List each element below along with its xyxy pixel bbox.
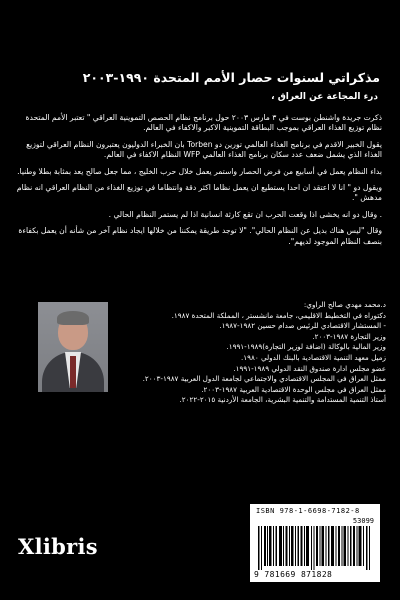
bio-line: أستاذ التنمية المستدامة والتنمية البشرية، الجامعة الأردنية ٢٠١٥-٢٠٢٢.: [179, 395, 386, 405]
isbn-barcode: [250, 504, 380, 582]
barcode-digits: 9 781669 871828: [254, 570, 333, 579]
barcode-addon-number: 53099: [352, 517, 374, 525]
author-name: د.محمد مهدي صالح الراوي:: [303, 300, 386, 309]
author-photo: [38, 302, 108, 392]
blurb-paragraph: . وقال دو انه يخشى اذا وقعت الحرب ان تقع كارثة انسانية اذا لم يستمر النظام الحالي .: [108, 209, 382, 219]
blurb-paragraph: يقول الخبير الاقدم في برنامج الغذاء العالمي تورين دو Torben بان الخبراء الدوليون يعتبرون النظام العراقي لتوزيع الغذاء الذي يشمل ضعف عدد سكان برنامج الغذاء العالمي WFP النظام الاكفاء في العالم.: [26, 139, 382, 160]
book-subtitle: درء المجاعة عن العراق ،: [271, 92, 378, 102]
blurb-paragraph: ويقول دو " انا لا اعتقد ان احدا يستطيع ان يعمل نظاما اكثر دقة وانتظاما في توزيع الغذاء من النظام العراقي انه نظام مدهش ".: [16, 183, 382, 203]
blurb-paragraph: ذكرت جريدة واشنطن بوست في ٣ مارس ٢٠٠٣ حول برنامج نظام الحصص التموينية العراقي " تعتبر الأمم المتحدة نظام توزيع الغذاء العراقي بموجب البطاقة التموينية الاكبر والاكفاء في العالم.: [25, 113, 382, 133]
isbn-label: ISBN 978-1-6698-7182-8: [256, 507, 360, 515]
bio-line: وزير المالية بالوكالة (اضافة لوزير التجارة)١٩٨٩-١٩٩١.: [226, 342, 386, 352]
bio-line: دكتوراه في التخطيط الاقليمي، جامعة مانشستر ، المملكة المتحدة ١٩٨٧.: [171, 310, 386, 320]
bio-line: زميل معهد التنمية الاقتصادية بالبنك الدولي ١٩٨٠.: [240, 352, 386, 362]
author-photo-tie: [70, 356, 76, 388]
publisher-logo: Xlibris: [18, 534, 98, 559]
barcode-bars: [258, 526, 372, 570]
bio-line: - المستشار الاقتصادي للرئيس صدام حسين ١٩٨٢-١٩٨٧.: [219, 321, 386, 331]
blurb-paragraph: وقال "ليس هناك بديل عن النظام الحالي". "لا توجد طريقة يمكننا من خلالها ايجاد نظام آخر من شأنه أن يعمل بكفاءة بنصف النظام الموجود لديهم".: [18, 226, 382, 246]
bio-line: وزير التجارة ١٩٨٧-٢٠٠٣.: [312, 331, 386, 341]
author-photo-hair: [57, 311, 89, 325]
author-bio: [116, 300, 386, 406]
bio-line: ممثل العراق في مجلس الوحدة الاقتصادية العربية ١٩٨٧-٢٠٠٣.: [201, 384, 386, 394]
blurb-paragraph: بداء النظام يعمل في أسابيع من فرض الحصار واستمر يعمل خلال حرب الخليج ، مما جعل صالح يعد بمثابة بطلا وطنيا.: [17, 166, 382, 176]
book-title: مذكراتي لسنوات حصار الأمم المتحدة ١٩٩٠-٢٠٠٣: [82, 70, 380, 85]
back-cover-blurb: [16, 113, 382, 253]
bio-line: عضو مجلس ادارة صندوق النقد الدولي ١٩٨٩-١٩٩١.: [233, 363, 386, 373]
bio-line: ممثل العراق في المجلس الاقتصادي والاجتماعي لجامعة الدول العربية ١٩٨٧-٢٠٠٣.: [142, 374, 386, 384]
